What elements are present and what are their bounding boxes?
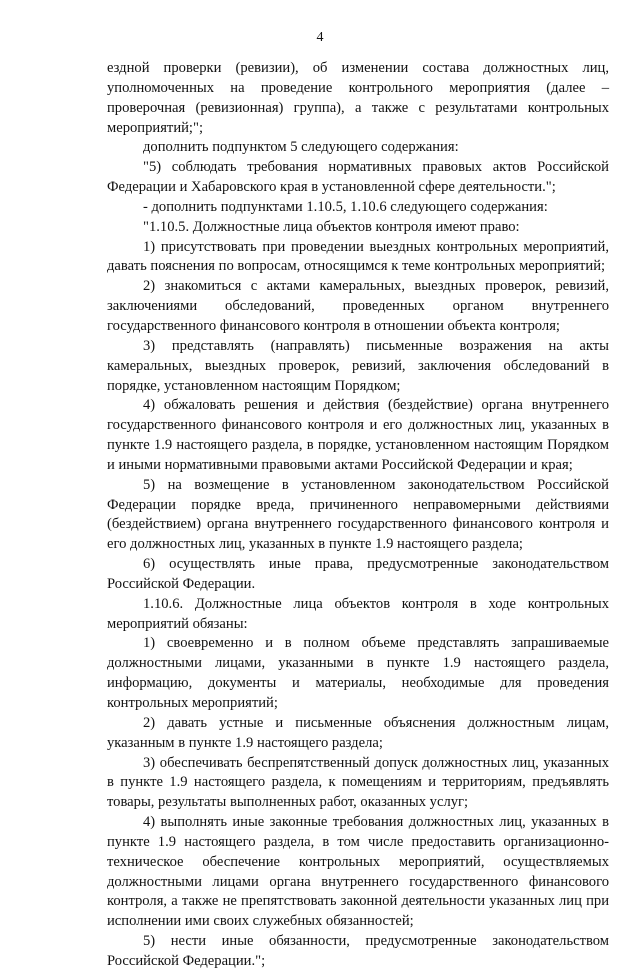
paragraph: 5) нести иные обязанности, предусмотренные законодательством Российской Федерации."; — [107, 933, 609, 969]
paragraph: 1.10.6. Должностные лица объектов контроля в ходе контрольных мероприятий обязаны: — [107, 595, 609, 632]
paragraph: 3) обеспечивать беспрепятственный допуск должностных лиц, указанных в пункте 1.9 настоящего раздела, к помещениям и территориям, предъявлять товары, результаты выполненных работ, оказанных услуг; — [107, 754, 609, 811]
document-body — [107, 59, 609, 972]
paragraph: 1) присутствовать при проведении выездных контрольных мероприятий, давать пояснения по вопросам, относящимся к теме контрольных мероприятий; — [107, 238, 609, 275]
paragraph: "5) соблюдать требования нормативных правовых актов Российской Федерации и Хабаровского края в установленной сфере деятельности."; — [107, 159, 609, 196]
paragraph: 2) знакомиться с актами камеральных, выездных проверок, ревизий, заключениями обследований, проведенных органом внутреннего государственного финансового контроля в отношении объекта контроля; — [107, 278, 609, 334]
paragraph: дополнить подпунктом 5 следующего содержания: — [143, 139, 459, 156]
paragraph: 3) представлять (направлять) письменные возражения на акты камеральных, выездных проверок, ревизий, заключения обследований в порядке, установленном настоящим Порядком; — [107, 337, 609, 394]
paragraph: 4) обжаловать решения и действия (бездействие) органа внутреннего государственного финансового контроля и его должностных лиц, указанных в пункте 1.9 настоящего раздела, в порядке, установленном настоящим Порядком и иными нормативными правовыми актами Российской Федерации и края; — [107, 397, 609, 473]
paragraph: "1.10.5. Должностные лица объектов контроля имеют право: — [143, 218, 520, 235]
paragraph: 6) осуществлять иные права, предусмотренные законодательством Российской Федерации. — [107, 556, 609, 592]
paragraph: 5) на возмещение в установленном законодательством Российской Федерации порядке вреда, причиненного неправомерными действиями (бездействием) органа внутреннего государственного финансового контроля и его должностных лиц, указанных в пункте 1.9 настоящего раздела; — [107, 476, 609, 553]
paragraph: 2) давать устные и письменные объяснения должностным лицам, указанным в пункте 1.9 настоящего раздела; — [107, 714, 609, 751]
paragraph: 1) своевременно и в полном объеме представлять запрашиваемые должностными лицами, указанными в пункте 1.9 настоящего раздела, информацию, документы и материалы, необходимые для проведения контрольных мероприятий; — [107, 635, 609, 711]
paragraph: - дополнить подпунктами 1.10.5, 1.10.6 следующего содержания: — [143, 198, 548, 215]
paragraph: 4) выполнять иные законные требования должностных лиц, указанных в пункте 1.9 настоящего раздела, в том числе предоставить организационно-техническое обеспечение контрольных мероприятий, осуществляемых должностными лицами органа внутреннего государственного финансового контроля, а также не препятствовать законной деятельности указанных лиц при исполнении ими своих служебных обязанностей; — [107, 814, 609, 930]
paragraph-continuation: ездной проверки (ревизии), об изменении состава должностных лиц, уполномоченных на проведение контрольного мероприятия (далее – проверочная (ревизионная) группа), а также с результатами контрольных мероприятий;"; — [107, 60, 609, 136]
page-number: 4 — [316, 30, 324, 45]
